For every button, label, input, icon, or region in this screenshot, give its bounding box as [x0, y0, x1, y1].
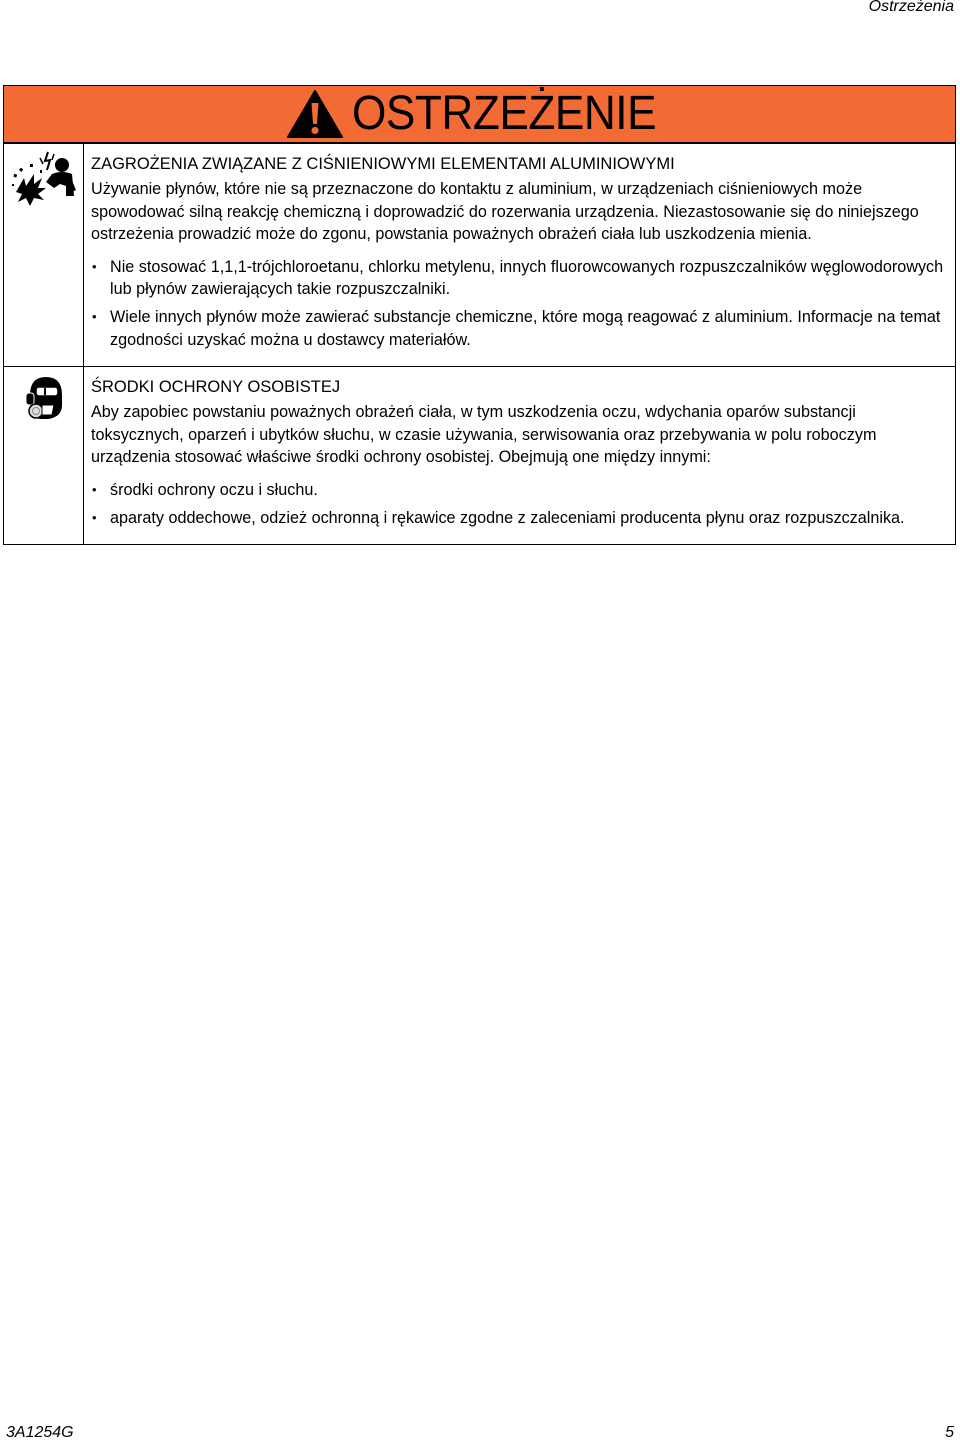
warning-header [4, 86, 955, 143]
bullet-item: • Wiele innych płynów może zawierać substancje chemiczne, które mogą reagować z aluminium. Informacje na temat zgodności uzyskać można u dostawcy materiałów. [91, 306, 947, 351]
footer-doc-number: 3A1254G [6, 1424, 74, 1441]
warning-triangle-icon [286, 89, 344, 139]
hazard-row-pressurized-aluminum [4, 143, 955, 366]
bullet-item: • środki ochrony oczu i słuchu. [91, 479, 947, 502]
warning-title: OSTRZEŻENIE [352, 87, 657, 140]
hazard-heading: ZAGROŻENIA ZWIĄZANE Z CIŚNIENIOWYMI ELEMENTAMI ALUMINIOWYMI [91, 155, 675, 173]
hazard-text-cell [84, 144, 955, 366]
hazard-row-ppe [4, 366, 955, 544]
hazard-description: Aby zapobiec powstaniu poważnych obrażeń ciała, w tym uszkodzenia oczu, wdychania oparów substancji toksycznych, oparzeń i ubytków słuchu, w czasie używania, serwisowania oraz przebywania w polu roboczym urządzenia stosować właściwe środki ochrony osobistej. Obejmują one między innymi: [91, 403, 877, 467]
hazard-heading: ŚRODKI OCHRONY OSOBISTEJ [91, 378, 341, 397]
footer-page-number: 5 [945, 1424, 954, 1441]
hazard-bullet-list [91, 256, 947, 351]
bullet-item: • Nie stosować 1,1,1-trójchloroetanu, chlorku metylenu, innych fluorowcowanych rozpuszczalników węglowodorowych lub płynów zawierających takie rozpuszczalniki. [91, 256, 947, 301]
running-head: Ostrzeżenia [868, 0, 954, 15]
hazard-description: Używanie płynów, które nie są przeznaczone do kontaktu z aluminium, w urządzeniach ciśnieniowych może spowodować silną reakcję chemiczną i doprowadzić do rozerwania urządzenia. Niezastosowanie się do niniejszego ostrzeżenia prowadzić może do zgonu, powstania poważnych obrażeń ciała lub uszkodzenia mienia. [91, 180, 919, 244]
pressurized-aluminum-explosion-icon [10, 148, 78, 208]
hazard-bullet-list [91, 479, 947, 529]
hazard-icon-cell [4, 367, 84, 544]
hazard-text-cell [84, 367, 955, 544]
bullet-item: • aparaty oddechowe, odzież ochronną i rękawice zgodne z zaleceniami producenta płynu oraz rozpuszczalnika. [91, 507, 947, 530]
personal-protective-equipment-icon [22, 373, 66, 423]
warning-box [3, 85, 956, 545]
hazard-icon-cell [4, 144, 84, 366]
